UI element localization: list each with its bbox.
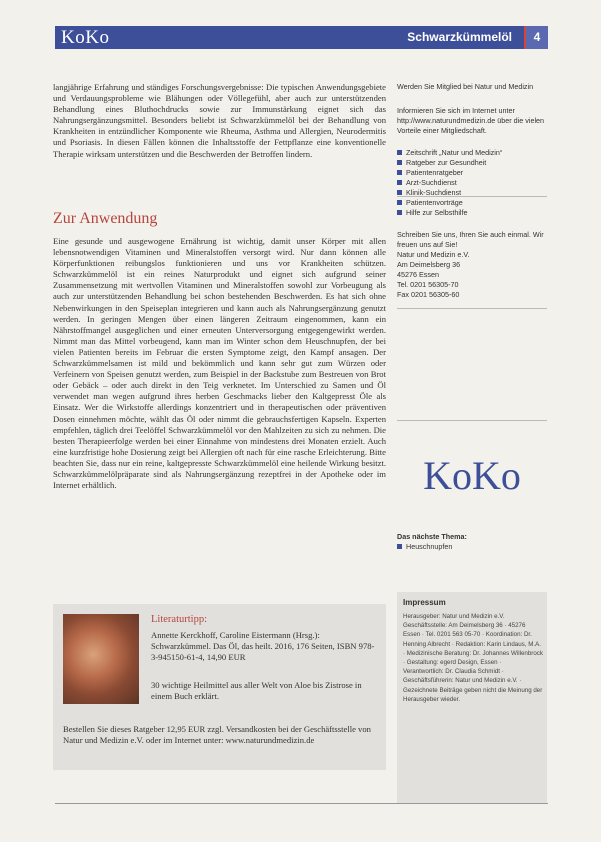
list-item: Ratgeber zur Gesundheit	[397, 158, 547, 168]
imprint-box	[397, 592, 547, 804]
list-item: Zeitschrift „Natur und Medizin“	[397, 148, 547, 158]
page-number-box	[524, 26, 548, 49]
divider	[397, 196, 547, 197]
next-topic-title: Das nächste Thema:	[397, 532, 467, 541]
next-topic	[397, 532, 547, 552]
join-text: Informieren Sie sich im Internet unter http://www.naturundmedizin.de über die vielen Vorteile einer Mitgliedschaft.	[397, 106, 545, 135]
page-header	[55, 26, 548, 49]
footer-rule	[55, 803, 548, 804]
body-paragraph: Eine gesunde und ausgewogene Ernährung ist wichtig, damit unser Körper mit allen lebensnotwendigen Vitaminen und Mineralstoffen versorgt wird. Nur dann können alle Körperfunktionen reibungslos funktionieren und uns vor Krankheiten schützen. Schwarzkümmelöl ist ein reines Naturprodukt und eignet sich aufgrund seiner Zusammensetzung mit wertvollen Vitaminen und Mineralstoffen sowohl zur Vorbeugung als auch zur unterstützenden Behandlung bei schon bestehenden Beschwerden. Es hat sich ohne Nebenwirkungen in den Speiseplan integrieren und kann auch als Nahrungsergänzung genutzt werden. In geringen Mengen über einen längeren Zeitraum eingenommen, kann ein Nährstoffmangel ausgeglichen und einer erneuten Unterversorgung entgegengewirkt werden. Nimmt man das Mittel vorbeugend, kann man im Winter schon dem Heuschnupfen, der bei vielen Patienten bereits im Februar die ersten Symptome zeigt, den Kampf ansagen. Der Schwarzkümmelsamen ist mild und bekömmlich und kann sehr gut zum Würzen oder Verfeinern von Speisen genutzt werden, zum Beispiel in der Backstube zum Bestreuen von Brot oder Gebäck – oder auch direkt in den Teig verknetet. Im Unterschied zu Samen und Öl verwendet man wegen aufgrund ihres herben Geschmacks lieber den Kaltgepresst Öle als Einsatz. Wer die Wirkstoffe allerdings konzentriert und in therapeutischen oder präventiven Dosen einnehmen möchte, wählt das Öl oder nimmt die gebrauchsfertigen Kapseln. Experten empfehlen, täglich drei Teelöffel Schwarzkümmelöl vor den Mahlzeiten zu sich zu nehmen. Die besten Therapieerfolge werden bei einer Einnahme von mindestens drei Monaten erzielt. Auch eine kurzfristige hohe Dosierung zeigt bei Allergien oft nach für eine rasche Erleichterung. Bitte beachten Sie, dass nur ein reine, kaltgepresste Schwarzkümmelöl eine heilende Wirkung besitzt. Schwarzkümmelölpräparate sind als Nahrungsergänzung rezeptfrei in der Apotheke oder im Internet erhältlich.	[53, 236, 386, 491]
contact-intro: Schreiben Sie uns, Ihren Sie auch einmal. Wir freuen uns auf Sie!	[397, 230, 544, 249]
list-item: Arzt-Suchdienst	[397, 178, 547, 188]
literature-tip-box	[53, 604, 386, 770]
section-title: Schwarzkümmelöl	[407, 30, 512, 44]
org-street: Am Deimelsberg 36	[397, 260, 461, 269]
intro-paragraph: langjährige Erfahrung und ständiges Forschungsvergebnisse: Die typischen Anwendungsgebiete und Verdauungsprobleme wie Blähungen oder Völlegefühl, aber auch zur unterstützenden Behandlung eines Bluthochdrucks sowie zur Immunstärkung eignet sich das Nahrungsergänzungsmittel. Besonders beliebt ist Schwarzkümmelöl bei der Behandlung von Krankheiten in entzündlicher Komponente wie Rheuma, Asthma und Allergien, Neurodermitis und Psoriasis. In diesen Fällen können die Inhaltsstoffe der Fettpflanze eine konventionelle Therapie wirksam unterstützen und die Beschwerden der Betroffen lindern.	[53, 82, 386, 159]
tip-title: Literaturtipp:	[151, 614, 207, 625]
list-item: Hilfe zur Selbsthilfe	[397, 208, 547, 218]
koko-logo: KoKo	[423, 453, 521, 498]
sidebar	[397, 82, 547, 300]
benefit-list	[397, 148, 547, 218]
book-cover-image	[63, 614, 139, 704]
section-heading: Zur Anwendung	[53, 210, 158, 227]
next-topic-item: Heuschnupfen	[397, 542, 547, 552]
org-phone: Tel. 0201 56305-70	[397, 280, 459, 289]
imprint-text: Herausgeber: Natur und Medizin e.V. Geschäftsstelle: Am Deimelsberg 36 · 45276 Essen · Tel. 0201 563 05-70 · Koordination: Dr. Henning Albrecht · Redaktion: Karin Lindaus, M.A. · Medizinische Beratung: Dr. Johannes Willenbrock · Gestaltung: egerd Design, Essen · Verantwortlich: Dr. Claudia Schmidt · Geschäftsführerin: Natur und Medizin e.V. · Gezeichnete Beiträge geben nicht die Meinung der Herausgeber wieder.	[403, 613, 543, 703]
org-name: Natur und Medizin e.V.	[397, 250, 470, 259]
org-city: 45276 Essen	[397, 270, 439, 279]
imprint-title: Impressum	[403, 598, 446, 607]
list-item: Patientenvorträge	[397, 198, 547, 208]
list-item: Klinik-Suchdienst	[397, 188, 547, 198]
body-column	[53, 236, 386, 491]
intro-column	[53, 82, 386, 160]
tip-book-info: Annette Kerckhoff, Caroline Eistermann (Hrsg.): Schwarzkümmel. Das Öl, das heilt. 2016, 176 Seiten, ISBN 978-3-945150-61-4, 14,90 EUR	[151, 630, 375, 662]
list-item: Patientenratgeber	[397, 168, 547, 178]
divider	[397, 308, 547, 309]
header-logo: KoKo	[61, 27, 110, 48]
page-number: 4	[533, 30, 541, 44]
divider	[397, 420, 547, 421]
join-title: Werden Sie Mitglied bei Natur und Medizin	[397, 82, 534, 91]
tip-description: 30 wichtige Heilmittel aus aller Welt von Aloe bis Zistrose in einem Buch erklärt.	[151, 680, 362, 701]
tip-order-info: Bestellen Sie dieses Ratgeber 12,95 EUR zzgl. Versandkosten bei der Geschäftsstelle von Natur und Medizin e.V. oder im Internet unter: www.naturundmedizin.de	[63, 724, 371, 745]
org-fax: Fax 0201 56305-60	[397, 290, 460, 299]
